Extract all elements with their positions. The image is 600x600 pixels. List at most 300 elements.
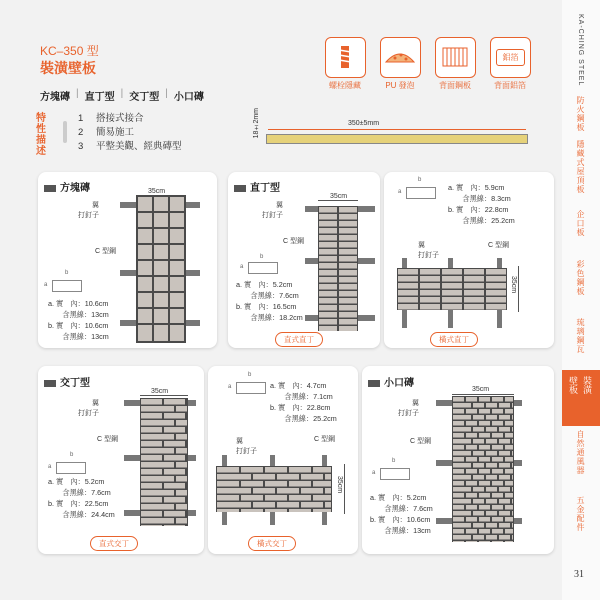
brick (453, 493, 464, 498)
brick (499, 415, 510, 420)
dimension-line (140, 395, 188, 396)
brick (479, 529, 490, 534)
brick (505, 445, 513, 450)
brick (141, 511, 162, 517)
brick (313, 509, 331, 512)
brick (486, 276, 506, 282)
brick (265, 509, 287, 512)
brick (512, 499, 513, 504)
brick (319, 305, 337, 311)
width-label: 35cm (472, 386, 490, 393)
brick (153, 420, 174, 426)
brick (486, 415, 497, 420)
height-label: 35cm (336, 476, 343, 494)
brick (442, 276, 462, 282)
page-title: 裝潢壁板 (40, 60, 96, 76)
brick (319, 291, 337, 297)
sidebar-item[interactable]: 五金配件 (576, 496, 585, 532)
brick (499, 475, 510, 480)
brick (512, 511, 513, 516)
nail-label: 翼 打釘子 (418, 242, 439, 259)
brick (176, 518, 187, 524)
brick (241, 495, 263, 501)
spec-text: a. 實 內：5.2cm 含黑線：7.6cm b. 實 內：22.5cm 含黑線：24.4cm (48, 477, 115, 519)
brick (442, 297, 462, 303)
brick (453, 421, 464, 426)
ab-b: b (70, 452, 74, 458)
brick (265, 481, 287, 487)
brick (176, 420, 187, 426)
brick (339, 214, 357, 220)
brand-label: KA-CHING STEEL (577, 14, 584, 87)
brick (442, 304, 462, 310)
brick (319, 326, 337, 331)
ab-b: b (65, 270, 69, 276)
brick (420, 304, 440, 310)
brick (398, 269, 418, 275)
brick (319, 207, 337, 213)
brick (164, 511, 185, 517)
width-dimension (268, 129, 526, 130)
brick (486, 269, 506, 275)
brick (505, 481, 513, 486)
brick (277, 502, 299, 508)
brick (339, 270, 357, 276)
brick (176, 434, 187, 440)
brick (253, 488, 275, 494)
brick (473, 427, 484, 432)
brick (466, 481, 477, 486)
brick (486, 304, 506, 310)
brick (473, 535, 484, 540)
dimension-line (318, 200, 358, 201)
brick (153, 406, 174, 412)
width-label: 35cm (151, 388, 169, 395)
spec-text: a. 實 內：10.6cm 含黑線：13cm b. 實 內：10.6cm 含黑線：13cm (48, 299, 109, 341)
brick (339, 242, 357, 248)
brick (466, 529, 477, 534)
brick (464, 290, 484, 296)
type-item: 小口磚 (173, 92, 204, 103)
sidebar-item[interactable]: 企口板 (576, 210, 585, 237)
brick (505, 493, 513, 498)
brick (464, 297, 484, 303)
brick (492, 541, 503, 542)
brick (420, 283, 440, 289)
brick (492, 433, 503, 438)
ab-b: b (248, 372, 252, 378)
brick (319, 228, 337, 234)
height-label: 35cm (510, 276, 517, 294)
brick (153, 434, 174, 440)
brick (176, 504, 187, 510)
brick (453, 445, 464, 450)
sidebar-item[interactable]: 自然通風器 (576, 430, 585, 475)
brick (164, 413, 185, 419)
steel-icon (435, 37, 476, 78)
brick (492, 517, 503, 522)
brick (420, 269, 440, 275)
brick (265, 467, 287, 473)
panel-title: 直丁型 (234, 179, 280, 194)
brick (486, 297, 506, 303)
brick (512, 451, 513, 456)
brick-wall-horizontal-staggered (216, 466, 332, 512)
brick (325, 502, 331, 508)
ab-diagram (380, 468, 410, 480)
brick (466, 409, 477, 414)
brick (464, 269, 484, 275)
brick (339, 256, 357, 262)
brick (486, 290, 506, 296)
brick (492, 445, 503, 450)
brick (339, 326, 357, 331)
brick (499, 511, 510, 516)
brick (473, 475, 484, 480)
type-pill: 橫式交丁 (248, 536, 296, 551)
brick (486, 403, 497, 408)
brick (319, 263, 337, 269)
brick (339, 284, 357, 290)
brick (486, 439, 497, 444)
brick (398, 276, 418, 282)
brick (453, 397, 464, 402)
brick (420, 276, 440, 282)
brick (339, 228, 357, 234)
brick (464, 304, 484, 310)
brick (398, 304, 418, 310)
sidebar-active-label: 裝潢 壁板 (568, 376, 592, 394)
brick (479, 481, 490, 486)
brick (466, 493, 477, 498)
brick (164, 525, 185, 526)
brick (339, 305, 357, 311)
brick (339, 221, 357, 227)
brick (473, 487, 484, 492)
spec-text: a. 實 內：5.2cm 含黑線：7.6cm b. 實 內：16.5cm 含黑線：18.2cm (236, 280, 303, 322)
ab-b: b (260, 254, 264, 260)
brick (420, 297, 440, 303)
brick (466, 433, 477, 438)
brick (319, 312, 337, 318)
brick (512, 439, 513, 444)
brick (453, 409, 464, 414)
brick (217, 495, 239, 501)
brick (319, 277, 337, 283)
brick (141, 427, 162, 433)
brick (499, 463, 510, 468)
spec-text: a. 實 內：5.9cm 含黑線：8.3cm b. 實 內：22.8cm 含黑線：25.2cm (448, 183, 515, 225)
brick (164, 441, 185, 447)
sidebar-item[interactable]: 防火鋼板 (576, 96, 585, 132)
ab-diagram (248, 262, 278, 274)
brick (486, 487, 497, 492)
brick (499, 535, 510, 540)
brick (505, 397, 513, 402)
dimension-line (344, 464, 345, 514)
brick (460, 487, 471, 492)
brick (453, 541, 464, 542)
brick (460, 511, 471, 516)
brick (460, 523, 471, 528)
brick (319, 221, 337, 227)
brick (339, 319, 357, 325)
brick (265, 495, 287, 501)
brick (466, 421, 477, 426)
brick (473, 439, 484, 444)
brick (499, 523, 510, 528)
brick (460, 463, 471, 468)
brick (479, 409, 490, 414)
brick (319, 270, 337, 276)
width-label: 350±5mm (348, 120, 380, 127)
brick (319, 298, 337, 304)
brick (289, 481, 311, 487)
brick (464, 283, 484, 289)
brick (499, 439, 510, 444)
brick (319, 284, 337, 290)
cbeam-label: C 型鋼 (488, 242, 509, 249)
brick (466, 541, 477, 542)
ab-a: a (240, 264, 244, 270)
brick (339, 207, 357, 213)
brick (339, 235, 357, 241)
brick (492, 505, 503, 510)
brick (505, 469, 513, 474)
brick (164, 427, 185, 433)
brick (473, 523, 484, 528)
brick (499, 487, 510, 492)
brick (339, 312, 357, 318)
brick (512, 487, 513, 492)
brick (289, 495, 311, 501)
brick (217, 509, 239, 512)
brick (229, 488, 251, 494)
type-item: 交丁型 (129, 92, 160, 103)
panel-title: 小口磚 (368, 374, 414, 389)
brick (505, 409, 513, 414)
brick (492, 481, 503, 486)
type-item: 直丁型 (84, 92, 115, 103)
ab-a: a (44, 282, 48, 288)
brick (253, 502, 275, 508)
brick (217, 467, 239, 473)
brick (512, 427, 513, 432)
brick (492, 421, 503, 426)
brick (176, 448, 187, 454)
brick (473, 511, 484, 516)
brick (486, 451, 497, 456)
ab-b: b (392, 458, 396, 464)
brick (460, 535, 471, 540)
brick (473, 415, 484, 420)
cbeam-label: C 型鋼 (314, 436, 335, 443)
brick (153, 504, 174, 510)
brick (460, 403, 471, 408)
brick (241, 481, 263, 487)
brick (301, 488, 323, 494)
brick (339, 249, 357, 255)
brick (442, 290, 462, 296)
brick (141, 413, 162, 419)
brick (253, 474, 275, 480)
brick (479, 493, 490, 498)
ab-diagram (406, 187, 436, 199)
brick (301, 502, 323, 508)
brick (241, 467, 263, 473)
badge-label: 背面鋁箔 (494, 81, 526, 90)
cbeam-label: C 型鋼 (410, 438, 431, 445)
width-label: 35cm (148, 188, 166, 195)
brick (499, 427, 510, 432)
brick (492, 469, 503, 474)
brick (460, 415, 471, 420)
nail-label: 翼 打釘子 (78, 400, 99, 417)
spec-text: a. 實 內：5.2cm 含黑線：7.6cm b. 實 內：10.6cm 含黑線：13cm (370, 493, 433, 535)
brick (277, 474, 299, 480)
brick (313, 481, 331, 487)
brick (153, 518, 174, 524)
brick (479, 421, 490, 426)
brick-wall-small (452, 396, 514, 542)
feature-tag: 特性描述 (36, 113, 46, 157)
badge-label: PU 發泡 (385, 81, 415, 90)
brick (229, 474, 251, 480)
brick (512, 475, 513, 480)
ab-a: a (48, 464, 52, 470)
panel-profile (266, 134, 528, 144)
brick (505, 541, 513, 542)
sidebar-item[interactable]: 琉璃鋼瓦 (576, 318, 585, 354)
brick (479, 517, 490, 522)
brick (505, 433, 513, 438)
brick (241, 509, 263, 512)
brick (499, 403, 510, 408)
type-pill: 橫式直丁 (430, 332, 478, 347)
panel-title: 方塊磚 (44, 179, 90, 194)
brick (479, 541, 490, 542)
brick (313, 495, 331, 501)
brick (339, 298, 357, 304)
brick (420, 290, 440, 296)
foil-icon (490, 37, 531, 78)
brick (492, 409, 503, 414)
feature-item: 2 簡易施工 (78, 127, 135, 138)
dimension-line (452, 394, 514, 395)
brick (153, 490, 174, 496)
brick (460, 451, 471, 456)
brick (217, 481, 239, 487)
cbeam-label: C 型鋼 (283, 238, 304, 245)
brick (460, 427, 471, 432)
brick (486, 523, 497, 528)
brick (505, 505, 513, 510)
foam-icon (380, 37, 421, 78)
model-label: KC–350 型 (40, 44, 99, 58)
brick (473, 463, 484, 468)
brick (466, 397, 477, 402)
feature-bar (63, 121, 67, 143)
nail-label: 翼 打釘子 (78, 202, 99, 219)
brick (176, 476, 187, 482)
sidebar-item[interactable]: 彩色鋼板 (576, 260, 585, 296)
brick (479, 505, 490, 510)
brick (479, 457, 490, 462)
nail-label: 翼 打釘子 (262, 202, 283, 219)
cbeam-label: C 型鋼 (97, 436, 118, 443)
brick (319, 319, 337, 325)
brick (453, 433, 464, 438)
brick (466, 457, 477, 462)
ab-a: a (228, 384, 232, 390)
brick (505, 457, 513, 462)
brick (164, 455, 185, 461)
ab-diagram (236, 382, 266, 394)
brick (176, 406, 187, 412)
brick (505, 529, 513, 534)
brick (289, 509, 311, 512)
brick-wall-stack (318, 206, 358, 331)
brick-wall-horizontal (397, 268, 507, 310)
brick (153, 462, 174, 468)
brick (464, 276, 484, 282)
brick (473, 499, 484, 504)
brick (453, 469, 464, 474)
brick (460, 439, 471, 444)
brick (453, 457, 464, 462)
brick (325, 474, 331, 480)
brick (479, 445, 490, 450)
brick (313, 467, 331, 473)
brick (492, 457, 503, 462)
feature-item: 1 搭接式接合 (78, 113, 144, 124)
brick (512, 535, 513, 540)
sidebar-item[interactable]: 隱藏式屋頂板 (576, 140, 585, 194)
brick (164, 497, 185, 503)
nail-label: 翼 打釘子 (236, 438, 257, 455)
brick (460, 499, 471, 504)
brick (479, 397, 490, 402)
brick (479, 433, 490, 438)
brick (398, 297, 418, 303)
brick (141, 469, 162, 475)
brick (466, 505, 477, 510)
ab-a: a (372, 470, 376, 476)
brick (473, 403, 484, 408)
brick (301, 474, 323, 480)
brick (453, 481, 464, 486)
brick (319, 242, 337, 248)
spec-text: a. 實 內：4.7cm 含黑線：7.1cm b. 實 內：22.8cm 含黑線：25.2cm (270, 381, 337, 423)
brick (453, 517, 464, 522)
brick (339, 277, 357, 283)
foil-tag: 鋁箔 (496, 49, 525, 66)
brick (164, 399, 185, 405)
brick (486, 535, 497, 540)
brick (319, 256, 337, 262)
brick (141, 497, 162, 503)
brick (479, 469, 490, 474)
brick (398, 290, 418, 296)
brick (141, 441, 162, 447)
brick (289, 467, 311, 473)
brick-wall-staggered (140, 398, 188, 526)
brick (486, 511, 497, 516)
brick (453, 505, 464, 510)
brick (492, 397, 503, 402)
thickness-label: 18±2mm (253, 108, 260, 139)
brick (512, 415, 513, 420)
